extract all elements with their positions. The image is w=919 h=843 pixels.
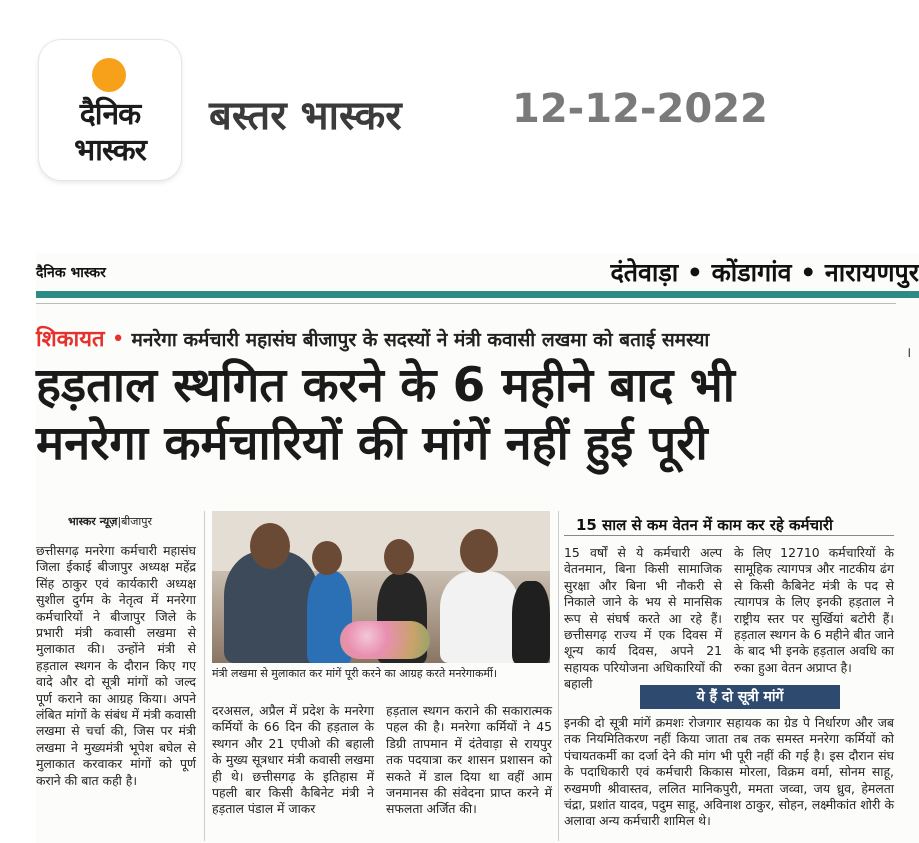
photo-person (440, 571, 520, 663)
sidebar-rule (564, 535, 894, 536)
photo-person (512, 581, 550, 663)
article-byline (68, 514, 152, 529)
kicker-tag: शिकायत (36, 327, 105, 352)
article-photo (212, 511, 550, 663)
byline-source: भास्कर न्यूज़ (68, 515, 118, 528)
kicker-text: मनरेगा कर्मचारी महासंघ बीजापुर के सदस्यों ने मंत्री कवासी लखमा को बताई समस्या (131, 329, 710, 351)
dainik-bhaskar-logo (39, 40, 181, 180)
column-divider (558, 511, 559, 841)
kicker-dot: • (111, 327, 125, 352)
headline-line1: हड़ताल स्थगित करने के 6 महीने बाद भी (36, 358, 735, 413)
adjacent-article-edge: । (906, 345, 912, 361)
byline-place: |बीजापुर (117, 515, 153, 528)
photo-head (250, 523, 290, 569)
logo-text-line2: भास्कर (74, 133, 146, 168)
article-headline (36, 357, 896, 473)
logo-text-line1: दैनिक (79, 97, 141, 132)
photo-head (384, 539, 414, 575)
article-column-4: 15 वर्षों से ये कर्मचारी अल्प वेतनमान, बिना किसी सामाजिक सुरक्षा और बिना भी नौकरी से निकाले जाने के भय से मानसिक रूप से संघर्ष करते आ रहे हैं। छत्तीसगढ़ राज्य में एक दिवस में शून्य कार्य दिवस, अपने 21 सहायक परियोजना अधिकारियों की बहाली (564, 545, 722, 692)
edition-date: 12-12-2022 (512, 86, 768, 132)
masthead-places: दंतेवाड़ा • कोंडागांव • नारायणपुर (610, 258, 919, 287)
sun-icon (92, 58, 126, 92)
flower-bouquet (340, 621, 430, 659)
sidebar-heading: 15 साल से कम वेतन में काम कर रहे कर्मचारी (576, 516, 833, 534)
column-divider (204, 511, 205, 841)
masthead-rule (36, 291, 919, 298)
edition-title: बस्तर भास्कर (209, 93, 402, 139)
article-column-3: हड़ताल स्थगन कराने की सकारात्मक पहल की है। मनरेगा कर्मियों ने 45 डिग्री तापमान में दंतेवाड़ा से रायपुर तक पदयात्रा कर शासन प्रशासन को सकते में डाल दिया था वहीं आम जनमानस की संवेदना प्राप्त करने में सफलता अर्जित की। (386, 703, 552, 817)
article-column-6: इनकी दो सूत्री मांगें क्रमशः रोजगार सहायक का ग्रेड पे निर्धारण और जब तक नियमितिकरण नहीं किया जाता तब तक समस्त मनरेगा कर्मियों को पंचायतकर्मी का दर्जा देने की मांग भी पूरी नहीं की गई है। इस दौरान संघ के पदाधिकारी एवं कर्मचारी किकास मोरला, विक्रम वर्मा, सोनम साहू, रुखमणी श्रीवास्तव, ललित मानिकपुरी, ममता जव्वा, जय ध्रुव, हेमलता चंद्रा, प्रशांत यादव, पदुम साहू, अविनाश ठाकुर, सोहन, लक्ष्मीकांत शोरी के अलावा अन्य कर्मचारी शामिल थे। (564, 715, 894, 829)
headline-line2: मनरेगा कर्मचारियों की मांगें नहीं हुई पूरी (36, 416, 708, 471)
article-column-2: दरअसल, अप्रैल में प्रदेश के मनरेगा कर्मियों के 66 दिन की हड़ताल के स्थगन और 21 एपीओ की बहाली के मुख्य सूत्रधार मंत्री कवासी लखमा ही थे। छत्तीसगढ़ के इतिहास में पहली बार किसी कैबिनेट मंत्री ने हड़ताल पंडाल में जाकर (212, 703, 374, 817)
divider (36, 303, 896, 304)
newspaper-clipping (36, 253, 919, 843)
photo-caption: मंत्री लखमा से मुलाकात कर मांगें पूरी करने का आग्रह करते मनरेगाकर्मी। (212, 667, 498, 680)
article-kicker (36, 323, 709, 353)
photo-head (312, 541, 342, 575)
masthead-brand: दैनिक भास्कर (36, 265, 106, 281)
demands-banner: ये हैं दो सूत्री मांगें (640, 685, 840, 709)
article-column-5: के लिए 12710 कर्मचारियों के सामूहिक त्यागपत्र और नाटकीय ढंग से किसी कैबिनेट मंत्री के पद से त्यागपत्र के लिए इनकी हड़ताल ने राष्ट्रीय स्तर पर सुर्खियां बटोरी हैं। हड़ताल स्थगन के 6 महीने बीत जाने के बाद भी इनके हड़ताल अवधि का रुका हुआ वेतन अप्राप्त है। (734, 545, 894, 675)
article-column-1: छत्तीसगढ़ मनरेगा कर्मचारी महासंघ जिला ईकाई बीजापुर अध्यक्ष महेंद्र सिंह ठाकुर एवं कार्यकारी अध्यक्ष सुशील दुर्गम के नेतृत्व में मनरेगा कर्मचारियों ने बीजापुर जिले के प्रभारी मंत्री कवासी लखमा से मुलाकात की। उन्होंने मंत्री से हड़ताल स्थगन के दौरान किए गए वादे और दो सूत्री मांगों को जल्द पूर्ण कराने का आग्रह किया। अपने लंबित मांगों के संबंध में मंत्री कवासी लखमा से चर्चा की, जिस पर मंत्री लखमा ने मुख्यमंत्री भूपेश बघेल से मुलाकात करवाकर मांगों को पूर्ण कराने की बात कही है। (36, 543, 196, 788)
photo-head (460, 529, 498, 573)
